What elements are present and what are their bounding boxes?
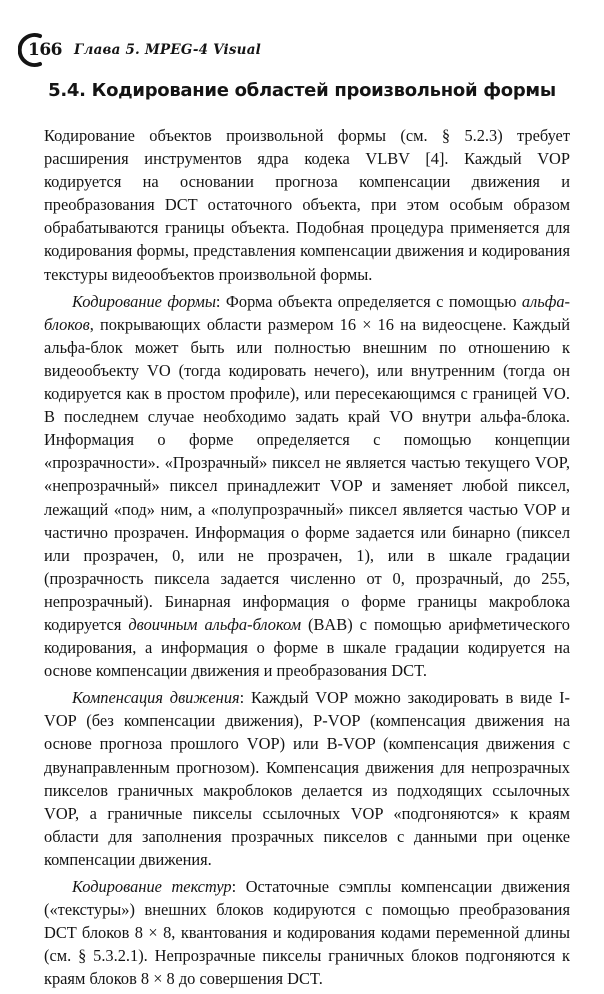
chapter-title: Глава 5. MPEG-4 Visual (74, 42, 261, 58)
paragraph-intro: Кодирование объектов произвольной формы (см. § 5.2.3) требует расширения инструментов ядра кодека VLBV [4]. Каждый VOP кодируется на основании прогноза компенсации движения и преобразования DCT остаточного объекта, при этом особым образом обрабатываются границы объекта. Подобная процедура применяется для кодирования формы, представления компенсации движения и кодирования текстуры видеообъектов произвольной формы. (44, 126, 570, 284)
emphasis-term: альфа-блоков (44, 291, 570, 334)
paragraph-texture-coding (44, 875, 570, 990)
emphasis-term: двоичным альфа-блоком (128, 614, 302, 634)
run-in-heading: Компенсация движения (72, 688, 240, 708)
section-heading: 5.4. Кодирование областей произвольной формы (48, 80, 556, 101)
page-number: 166 (28, 40, 62, 60)
paragraph-text: (BAB) с помощью арифметического кодирования, а информация о форме в шкале градации кодируется на основе компенсации движения и преобразования DCT. (44, 614, 570, 681)
paragraph-motion-compensation (44, 686, 570, 871)
body-text (44, 124, 570, 994)
paragraph-text: : Каждый VOP можно закодировать в виде I-VOP (без компенсации движения), P-VOP (компенсация движения на основе прогноза прошлого VOP) или B-VOP (компенсация движения с двунаправленным прогнозом). Компенсация движения для непрозрачных пикселов граничных макроблоков делается из подходящих ссылочных VOP, а граничные пикселы ссылочных VOP «подгоняются» к краям области для заполнения прозрачных пикселов с данными при оценке компенсации движения. (44, 688, 570, 869)
paragraph-shape-coding (44, 290, 570, 683)
paragraph-text: : Форма объекта определяется с помощью (215, 291, 522, 311)
page-number-mark (18, 32, 62, 68)
run-in-heading: Кодирование текстур (72, 877, 232, 896)
paragraph-text: , покрывающих области размером 16 × 16 на видеосцене. Каждый альфа-блок может быть или полностью внешним по отношению к видеообъекту VO (тогда кодировать нечего), или внутренним (тогда он кодируется как в простом профиле), или пересекающимся с границей VO. В последнем случае необходимо задать край VO внутри альфа-блока. Информация о форме определяется с помощью концепции «прозрачности». «Прозрачный» пиксел не является частью текущего VOP, «непрозрачный» пиксел принадлежит VOP и заменяет любой пиксел, лежащий «под» ним, а «полупрозрачный» пиксел является частью VOP и частично прозрачен. Информация о форме задается или бинарно (пиксел или прозрачен, 0, или не прозрачен, 1), или в шкале градации (прозрачность пиксела задается численно от 0, прозрачный, до 255, непрозрачный). Бинарная информация о форме границы макроблока кодируется (44, 314, 570, 634)
running-head (18, 30, 261, 70)
paragraph-text: : Остаточные сэмплы компенсации движения («текстуры») внешних блоков кодируются с помощью преобразования DCT блоков 8 × 8, квантования и кодирования кодами переменной длины (см. § 5.3.2.1). Непрозрачные пикселы граничных блоков подгоняются к краям блоков 8 × 8 до совершения DCT. (44, 877, 570, 989)
run-in-heading: Кодирование формы (72, 291, 216, 311)
